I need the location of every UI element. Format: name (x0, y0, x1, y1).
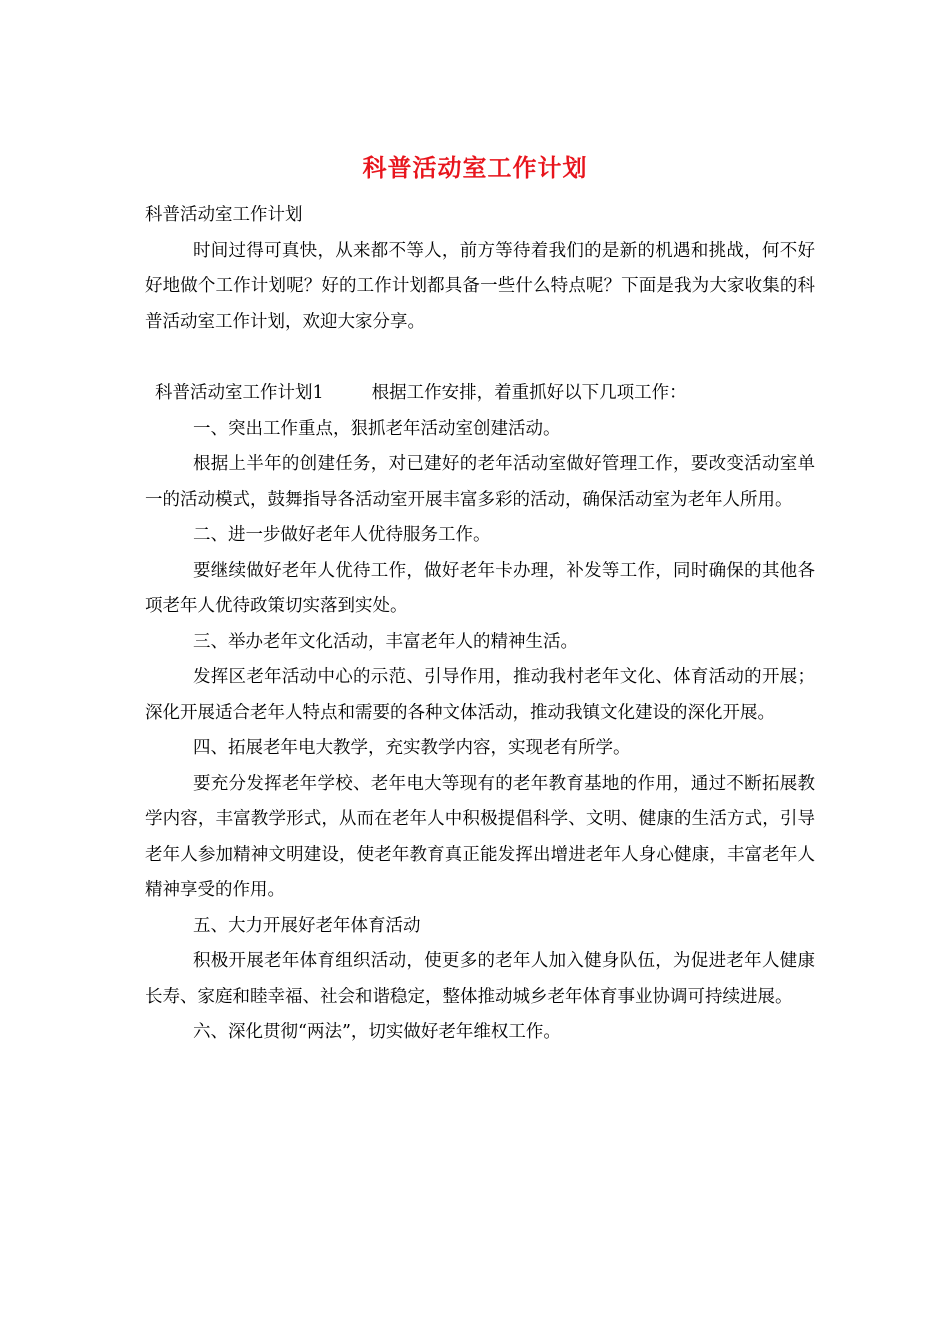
plan-heading-line (145, 376, 815, 412)
section-heading: 三、举办老年文化活动，丰富老年人的精神生活。 (193, 631, 578, 652)
intro-paragraph: 时间过得可真快，从来都不等人，前方等待着我们的是新的机遇和挑战，何不好好地做个工作计划呢？好的工作计划都具备一些什么特点呢？下面是我为大家收集的科普活动室工作计划，欢迎大家分享。 (145, 240, 815, 332)
section-body: 要继续做好老年人优待工作，做好老年卡办理，补发等工作，同时确保的其他各项老年人优待政策切实落到实处。 (145, 560, 815, 616)
section-body: 要充分发挥老年学校、老年电大等现有的老年教育基地的作用，通过不断拓展教学内容，丰富教学形式，从而在老年人中积极提倡科学、文明、健康的生活方式，引导老年人参加精神文明建设，使老年教育真正能发挥出增进老年人身心健康，丰富老年人精神享受的作用。 (145, 773, 815, 900)
section-heading: 五、大力开展好老年体育活动 (193, 915, 421, 936)
section-heading: 二、进一步做好老年人优待服务工作。 (193, 525, 491, 545)
plan-lead: 根据工作安排，着重抓好以下几项工作： (371, 383, 687, 403)
document-title: 科普活动室工作计划 (362, 153, 588, 182)
plan-heading: 科普活动室工作计划1 (155, 383, 324, 403)
document-body (145, 198, 815, 1051)
section-body: 发挥区老年活动中心的示范、引导作用，推动我村老年文化、体育活动的开展；深化开展适合老年人特点和需要的各种文体活动，推动我镇文化建设的深化开展。 (145, 667, 815, 723)
section-body: 根据上半年的创建任务，对已建好的老年活动室做好管理工作，要改变活动室单一的活动模式，鼓舞指导各活动室开展丰富多彩的活动，确保活动室为老年人所用。 (145, 454, 815, 510)
section-body: 积极开展老年体育组织活动，使更多的老年人加入健身队伍，为促进老年人健康长寿、家庭和睦幸福、社会和谐稳定，整体推动城乡老年体育事业协调可持续进展。 (145, 951, 815, 1007)
section-heading: 四、拓展老年电大教学，充实教学内容，实现老有所学。 (193, 738, 631, 758)
section-heading: 一、突出工作重点，狠抓老年活动室创建活动。 (193, 418, 561, 439)
document-subtitle: 科普活动室工作计划 (145, 205, 303, 225)
section-heading: 六、深化贯彻“两法”，切实做好老年维权工作。 (193, 1022, 561, 1042)
